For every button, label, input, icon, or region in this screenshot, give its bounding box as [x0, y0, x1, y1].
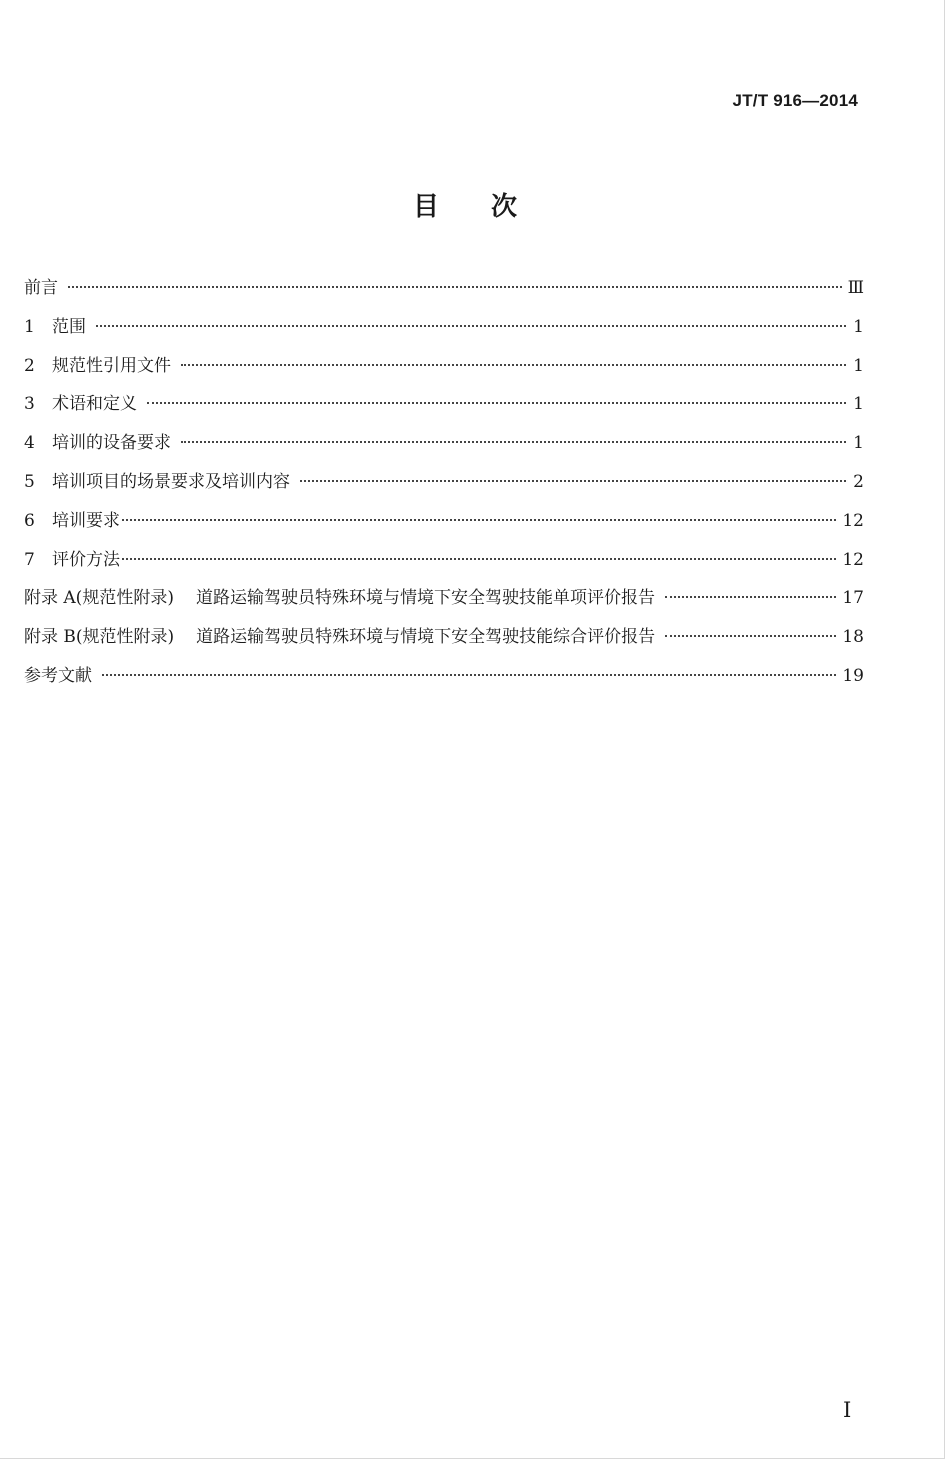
toc-entry-page: 1	[853, 394, 864, 415]
toc-entry-1[interactable]	[24, 312, 864, 351]
toc-entry-number: 5	[24, 471, 35, 492]
toc-entry-title: 培训的设备要求	[52, 433, 171, 454]
toc-entry-title: 术语和定义	[52, 394, 137, 415]
toc-entry-annex-a[interactable]	[24, 583, 864, 622]
toc-entry-bibliography[interactable]	[24, 661, 864, 700]
toc-entry-page: 1	[853, 316, 864, 337]
toc-entry-annex-b[interactable]	[24, 622, 864, 661]
toc-annex-label: 附录 B(规范性附录)	[24, 627, 175, 648]
toc-leader	[96, 325, 846, 327]
toc-leader	[181, 364, 846, 366]
toc-leader	[300, 480, 846, 482]
toc-entry-title: 培训要求	[52, 510, 120, 531]
toc-entry-title: 参考文献	[24, 665, 92, 686]
toc-entry-title: 道路运输驾驶员特殊环境与情境下安全驾驶技能综合评价报告	[196, 627, 656, 648]
toc-entry-page: 17	[842, 588, 864, 609]
toc-entry-page: 19	[842, 665, 864, 686]
toc-leader	[181, 441, 846, 443]
toc-leader	[68, 286, 842, 288]
toc-entry-title: 前言	[24, 278, 58, 298]
toc-entry-page: 1	[853, 355, 864, 376]
toc-annex-label: 附录 A(规范性附录)	[24, 588, 174, 609]
toc-entry-title: 评价方法	[52, 549, 120, 570]
toc-entry-4[interactable]	[24, 428, 864, 467]
toc-leader	[122, 519, 836, 521]
toc-entry-page: 12	[842, 510, 864, 531]
page-number: I	[843, 1398, 852, 1422]
toc-leader	[122, 558, 836, 560]
toc-entry-page: 2	[853, 471, 864, 492]
toc-entry-number: 2	[24, 355, 35, 376]
toc-entry-page: 18	[842, 627, 864, 648]
toc-entry-number: 4	[24, 433, 35, 454]
toc-entry-title: 道路运输驾驶员特殊环境与情境下安全驾驶技能单项评价报告	[195, 588, 655, 609]
toc-entry-page: 12	[842, 549, 864, 570]
toc-entry-title: 规范性引用文件	[52, 355, 171, 376]
page-title: 目次	[412, 192, 569, 222]
toc-entry-6[interactable]	[24, 506, 864, 545]
toc-entry-number: 6	[24, 510, 35, 531]
toc-entry-preface[interactable]	[24, 273, 864, 312]
toc-entry-number: 1	[24, 316, 35, 337]
toc-entry-title: 培训项目的场景要求及培训内容	[52, 471, 290, 492]
toc-leader	[102, 674, 836, 676]
toc-entry-2[interactable]	[24, 351, 864, 390]
toc-entry-number: 7	[24, 549, 35, 570]
toc-entry-title: 范围	[52, 316, 86, 337]
toc-entry-7[interactable]	[24, 545, 864, 584]
standard-code: JT/T 916—2014	[732, 91, 858, 110]
toc-entry-number: 3	[24, 394, 35, 415]
toc-leader	[665, 635, 836, 637]
toc-leader	[147, 402, 846, 404]
toc-entry-page: 1	[853, 433, 864, 454]
toc-entry-5[interactable]	[24, 467, 864, 506]
toc-entry-page: Ⅲ	[847, 278, 864, 298]
table-of-contents	[24, 273, 864, 700]
toc-entry-3[interactable]	[24, 389, 864, 428]
toc-leader	[665, 596, 836, 598]
